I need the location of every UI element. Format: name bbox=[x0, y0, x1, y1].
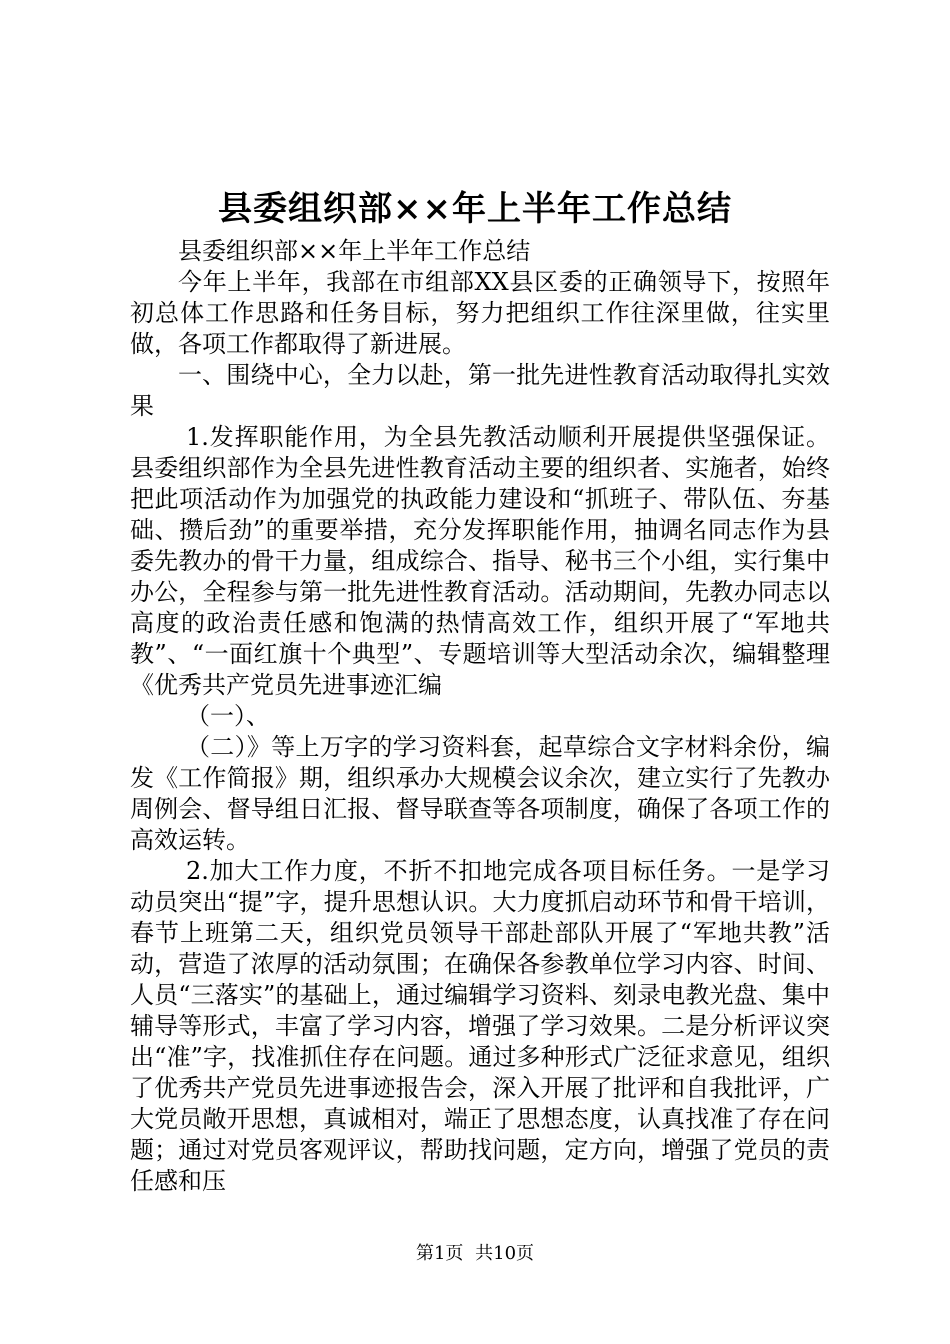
section-heading: 一、围绕中心，全力以赴，第一批先进性教育活动取得扎实效果 bbox=[130, 361, 830, 420]
item-1-paragraph: 1.发挥职能作用，为全县先教活动顺利开展提供坚强保证。县委组织部作为全县先进性教育活动主要的组织者、实施者，始终把此项活动作为加强党的执政能力建设和“抓班子、带队伍、夯基础、攒后劲”的重要举措，充分发挥职能作用，抽调名同志作为县委先教办的骨干力量，组成综合、指导、秘书三个小组，实行集中办公，全程参与第一批先进性教育活动。活动期间，先教办同志以高度的政治责任感和饱满的热情高效工作，组织开展了“军地共教”、“一面红旗十个典型”、专题培训等大型活动余次，编辑整理《优秀共产党员先进事迹汇编 bbox=[130, 423, 830, 699]
sub-item-paragraph: （一）、 bbox=[186, 702, 270, 730]
document-title: 县委组织部××年上半年工作总结 bbox=[218, 189, 732, 229]
item-2-paragraph: 2.加大工作力度，不折不扣地完成各项目标任务。一是学习动员突出“提”字，提升思想认识。大力度抓启动环节和骨干培训，春节上班第二天，组织党员领导干部赴部队开展了“军地共教”活动，营造了浓厚的活动氛围；在确保各参教单位学习内容、时间、人员“三落实”的基础上，通过编辑学习资料、刻录电教光盘、集中辅导等形式，丰富了学习内容，增强了学习效果。二是分析评议突出“准”字，找准抓住存在问题。通过多种形式广泛征求意见，组织了优秀共产党员先进事迹报告会，深入开展了批评和自我批评，广大党员敞开思想，真诚相对，端正了思想态度，认真找准了存在问题；通过对党员客观评议，帮助找问题，定方向，增强了党员的责任感和压 bbox=[130, 857, 830, 1195]
page-number: 第1页 bbox=[415, 1243, 464, 1264]
sub-item-continuation-paragraph: （二）》等上万字的学习资料套，起草综合文字材料余份，编发《工作简报》期，组织承办大规模会议余次，建立实行了先教办周例会、督导组日汇报、督导联查等各项制度，确保了各项工作的高效运转。 bbox=[130, 733, 830, 854]
subtitle-paragraph: 县委组织部××年上半年工作总结 bbox=[178, 237, 531, 265]
document-body bbox=[130, 236, 830, 1197]
page-total: 共10页 bbox=[475, 1243, 535, 1264]
page-footer bbox=[0, 1242, 950, 1266]
intro-paragraph: 今年上半年，我部在市组部XX县区委的正确领导下，按照年初总体工作思路和任务目标，努力把组织工作往深里做，往实里做，各项工作都取得了新进展。 bbox=[130, 268, 830, 358]
